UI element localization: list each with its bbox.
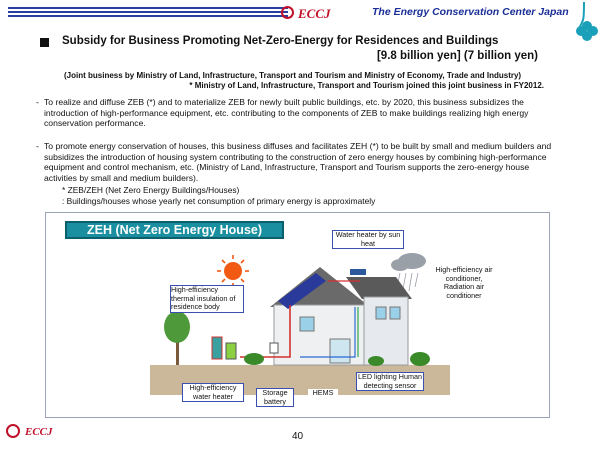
- footer-brand: ECCJ: [25, 426, 53, 438]
- organization-name: The Energy Conservation Center Japan: [372, 6, 569, 18]
- bullet-dash: -: [36, 97, 39, 107]
- bullet-zeb-text: To realize and diffuse ZEB (*) and to materialize ZEB for newly built public buildings, etc. by 2020, this business subsidizes the introduction of high-performance equipment, etc. contributing to the components of ZEB to make buildings realizing high energy conservation performance.: [44, 97, 529, 129]
- label-water-heater: High-efficiency water heater: [182, 383, 244, 402]
- joint-line-2: * Ministry of Land, Infrastructure, Transport and Tourism joined this joint business in FY2012.: [189, 81, 544, 90]
- storage-battery-unit: [226, 343, 236, 359]
- label-thermal-insulation: High-efficiency thermal insulation of residence body: [170, 285, 244, 313]
- house: [240, 267, 412, 365]
- footnote-definition: : Buildings/houses whose yearly net consumption of primary energy is approximately: [62, 196, 376, 206]
- clover-icon: [570, 0, 600, 60]
- joint-business-note: [64, 71, 544, 91]
- footnote-zeb-zeh: * ZEB/ZEH (Net Zero Energy Buildings/Houses): [62, 185, 240, 195]
- bullet-zeh: [36, 141, 556, 183]
- header-stripe: [8, 11, 288, 13]
- hems-panel: [270, 343, 278, 353]
- label-water-heater-sun: Water heater by sun heat: [332, 230, 404, 249]
- eccj-logo-icon: [281, 6, 294, 19]
- zeh-title-banner: ZEH (Net Zero Energy House): [65, 221, 284, 239]
- header-stripe: [8, 7, 288, 9]
- label-led-lighting: LED lighting Human detecting sensor: [356, 372, 424, 391]
- sun-icon: [217, 255, 249, 287]
- page-number: 40: [292, 431, 304, 442]
- bullet-zeh-text: To promote energy conservation of houses, this business diffuses and facilitates ZEH (*) to be built by small and medium builders and subsidizes the introduction of housing system contributing to the construction of zero energy houses by combining high-performance equipment and control mechanism, etc. (Ministry of Land, Infrastructure, Transport and Tourism supports the zero-energy house activities by small and medium builders).: [44, 141, 552, 183]
- joint-line-1: (Joint business by Ministry of Land, Infrastructure, Transport and Tourism and Ministry of Economy, Trade and Industry): [64, 71, 522, 80]
- label-storage-battery: Storage battery: [256, 388, 294, 407]
- slide-title: Subsidy for Business Promoting Net-Zero-Energy for Residences and Buildings: [62, 35, 499, 47]
- brand-name: ECCJ: [298, 6, 331, 21]
- budget-amount: [9.8 billion yen] (7 billion yen): [376, 50, 538, 62]
- title-bullet-icon: [40, 38, 49, 47]
- bullet-zeb: [36, 97, 556, 129]
- bullet-dash: -: [36, 141, 39, 151]
- tree-icon: [164, 311, 190, 365]
- label-air-conditioner: High-efficiency air conditioner, Radiation air conditioner: [435, 265, 493, 300]
- water-heater-unit: [212, 337, 222, 359]
- solar-water-heater: [350, 269, 366, 275]
- header-stripe: [8, 15, 288, 17]
- label-hems: HEMS: [308, 389, 338, 398]
- header-band: [0, 0, 600, 28]
- eccj-logo-icon: [6, 424, 20, 438]
